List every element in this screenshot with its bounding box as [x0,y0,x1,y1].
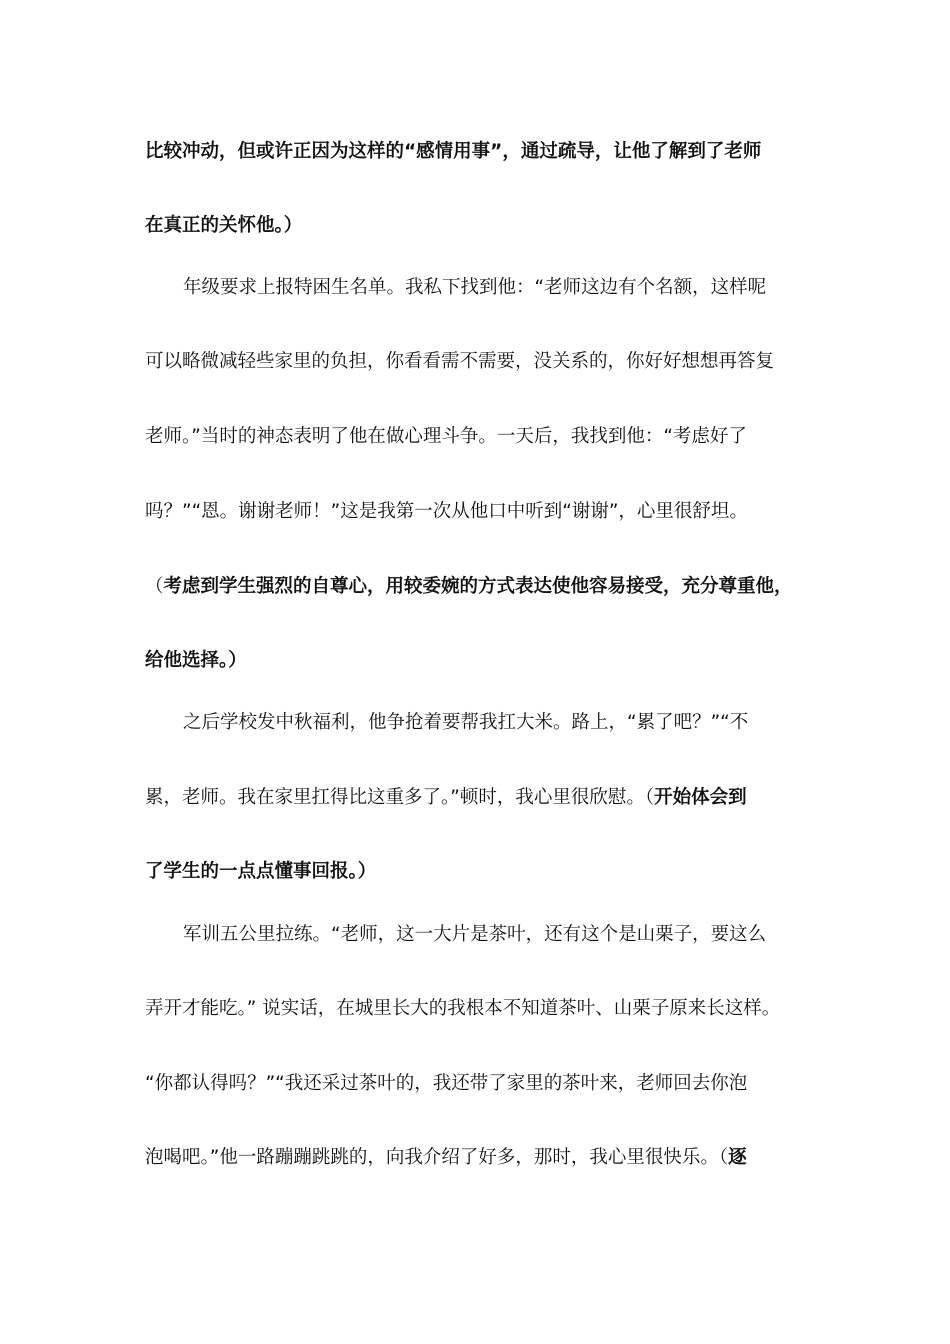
text-line [145,572,815,602]
text-segment: 了学生的一点点懂事回报。） [145,861,377,882]
text-line [145,994,815,1024]
text-line [145,347,815,377]
paragraph-first-line [183,273,815,303]
text-line [145,422,815,452]
text-segment: （ [145,576,164,597]
bold-annotation: 开始体会到 [654,787,747,808]
text-segment: “你都认得吗？”“我还采过茶叶的，我还带了家里的茶叶来，老师回去你泡 [145,1073,748,1094]
bold-annotation: 逐 [728,1147,747,1168]
paragraph-first-line [183,920,815,950]
text-segment: 比较冲动，但或许正因为这样的“感情用事”，通过疏导，让他了解到了老师 [145,141,762,162]
text-line [145,646,815,676]
text-line [145,857,815,887]
text-line [145,137,815,167]
text-segment: 军训五公里拉练。“老师，这一大片是茶叶，还有这个是山栗子，要这么 [183,924,767,945]
bold-annotation: 考虑到学生强烈的自尊心，用较委婉的方式表达使他容易接受，充分尊重他， [163,576,793,597]
text-segment: 老师。”当时的神态表明了他在做心理斗争。一天后，我找到他：“考虑好了 [145,426,747,447]
text-segment: 弄开才能吃。” 说实话，在城里长大的我根本不知道茶叶、山栗子原来长这样。 [145,998,781,1019]
paragraph-first-line [183,708,815,738]
text-line [145,211,815,241]
text-segment: 之后学校发中秋福利，他争抢着要帮我扛大米。路上，“累了吧？”“不 [183,712,749,733]
text-segment: 泡喝吧。”他一路蹦蹦跳跳的，向我介绍了好多，那时，我心里很快乐。（ [145,1147,729,1168]
text-line [145,1143,815,1173]
text-segment: 累，老师。我在家里扛得比这重多了。”顿时，我心里很欣慰。（ [145,787,655,808]
text-segment: 年级要求上报特困生名单。我私下找到他：“老师这边有个名额，这样呢 [183,277,767,298]
text-line [145,497,815,527]
text-line [145,783,815,813]
text-segment: 给他选择。） [145,650,247,671]
text-segment: 在真正的关怀他。） [145,215,303,236]
text-segment: 吗？”“恩。谢谢老师！”这是我第一次从他口中听到“谢谢”，心里很舒坦。 [145,501,748,522]
text-line [145,1069,815,1099]
text-segment: 可以略微减轻些家里的负担，你看看需不需要，没关系的，你好好想想再答复 [145,351,775,372]
